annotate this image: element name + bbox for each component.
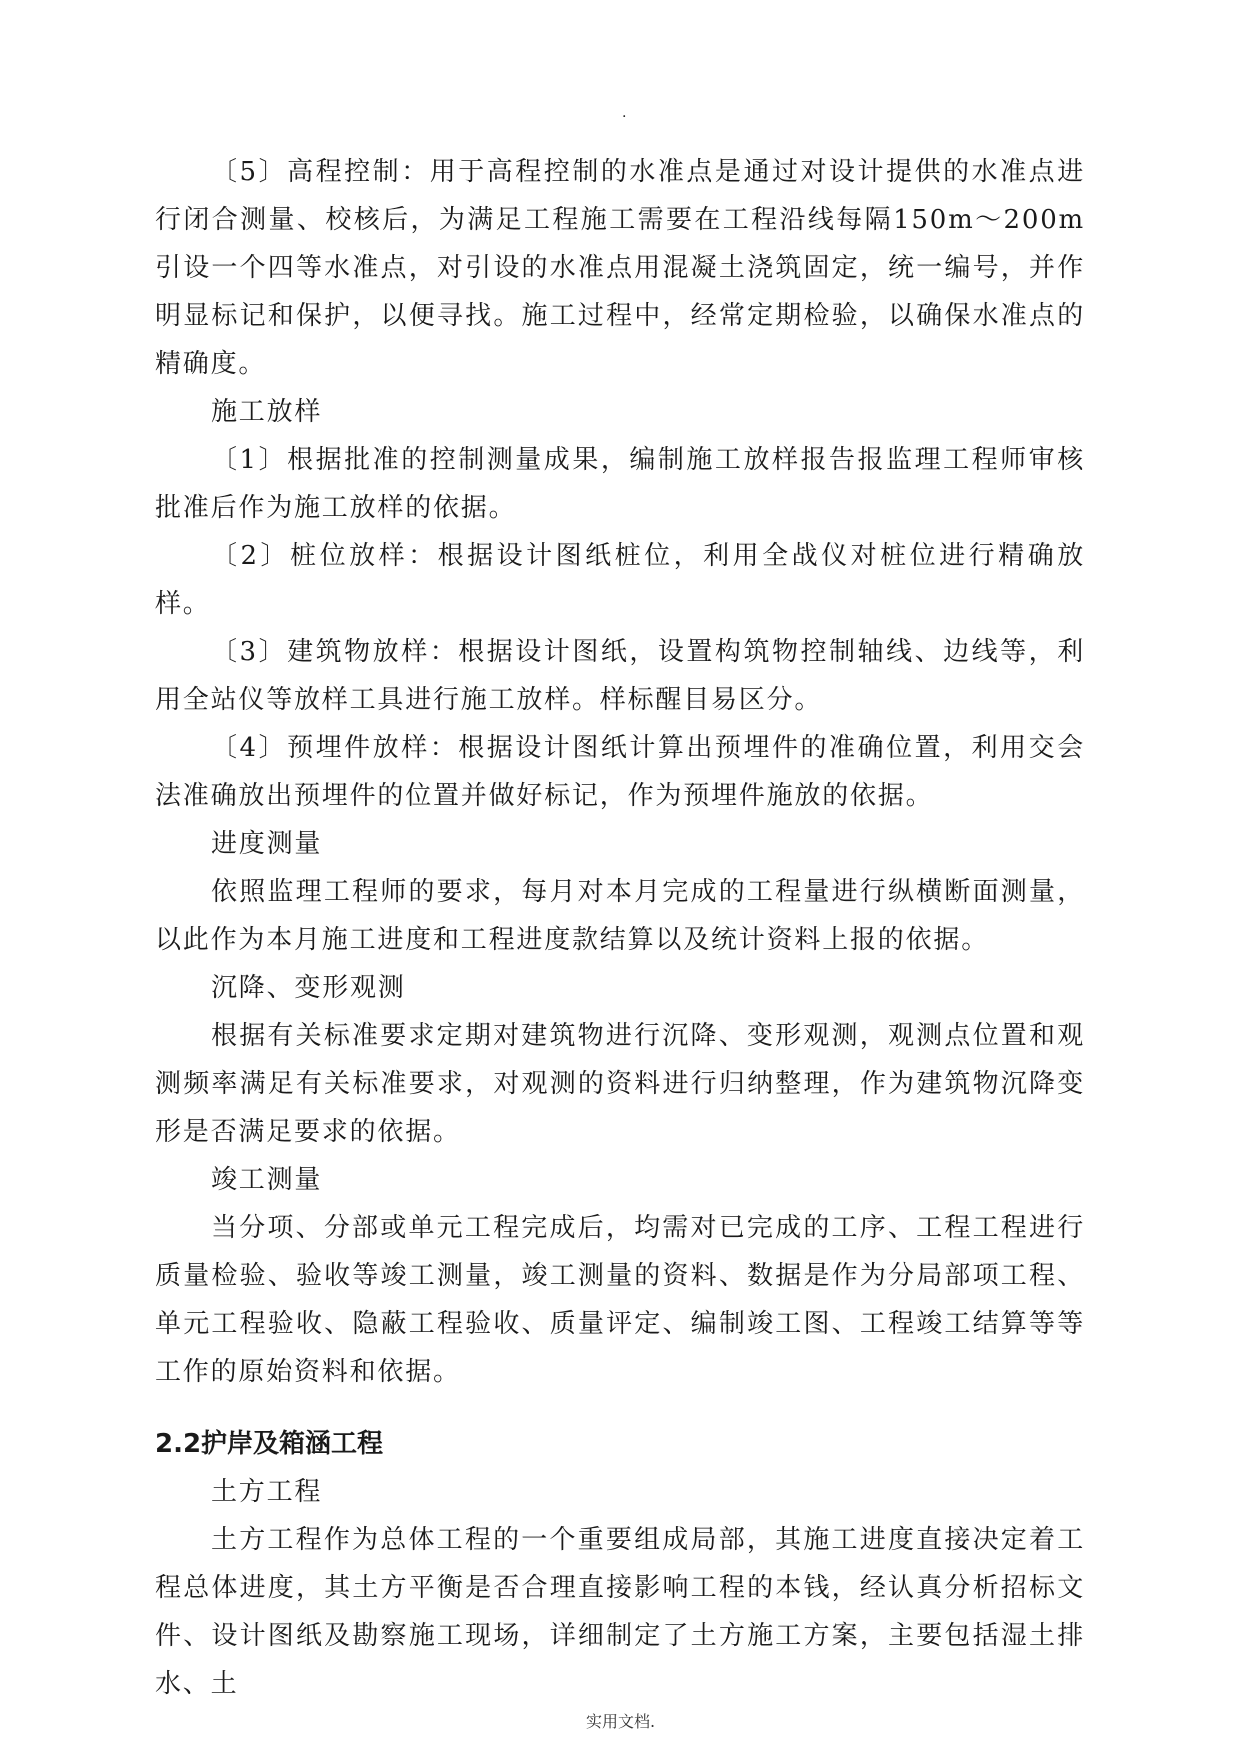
paragraph-elevation-control: 〔5〕高程控制：用于高程控制的水准点是通过对设计提供的水准点进行闭合测量、校核后，为满足工程施工需要在工程沿线每隔150m～200m引设一个四等水准点，对引设的水准点用混凝土浇筑固定，统一编号，并作明显标记和保护，以便寻找。施工过程中，经常定期检验，以确保水准点的精确度。	[155, 157, 1085, 379]
paragraph-embedded-parts-layout: 〔4〕预埋件放样：根据设计图纸计算出预埋件的准确位置，利用交会法准确放出预埋件的位置并做好标记，作为预埋件施放的依据。	[155, 733, 1085, 811]
subheading-construction-layout: 施工放样	[211, 397, 323, 427]
subheading-settlement-observation: 沉降、变形观测	[211, 973, 406, 1003]
section-heading: 2.2护岸及箱涵工程	[155, 1429, 384, 1459]
subheading-earthwork: 土方工程	[211, 1477, 323, 1507]
page-footer: 实用文档.	[585, 1712, 656, 1731]
paragraph-pile-layout: 〔2〕桩位放样：根据设计图纸桩位，利用全战仪对桩位进行精确放样。	[155, 541, 1085, 619]
subheading-progress-survey: 进度测量	[211, 829, 323, 859]
document-body	[155, 148, 1085, 1708]
paragraph-building-layout: 〔3〕建筑物放样：根据设计图纸，设置构筑物控制轴线、边线等，利用全站仪等放样工具进行施工放样。样标醒目易区分。	[155, 637, 1085, 715]
paragraph-earthwork: 土方工程作为总体工程的一个重要组成局部，其施工进度直接决定着工程总体进度，其土方平衡是否合理直接影响工程的本钱，经认真分析招标文件、设计图纸及勘察施工现场，详细制定了土方施工方案，主要包括湿土排水、土	[155, 1525, 1085, 1699]
paragraph-settlement-observation: 根据有关标准要求定期对建筑物进行沉降、变形观测，观测点位置和观测频率满足有关标准要求，对观测的资料进行归纳整理，作为建筑物沉降变形是否满足要求的依据。	[155, 1021, 1085, 1147]
header-mark: .	[622, 105, 627, 121]
paragraph-progress-survey: 依照监理工程师的要求，每月对本月完成的工程量进行纵横断面测量，以此作为本月施工进度和工程进度款结算以及统计资料上报的依据。	[155, 877, 1085, 955]
paragraph-layout-report: 〔1〕根据批准的控制测量成果，编制施工放样报告报监理工程师审核批准后作为施工放样的依据。	[155, 445, 1085, 523]
paragraph-completion-survey: 当分项、分部或单元工程完成后，均需对已完成的工序、工程工程进行质量检验、验收等竣工测量，竣工测量的资料、数据是作为分局部项工程、单元工程验收、隐蔽工程验收、质量评定、编制竣工图、工程竣工结算等等工作的原始资料和依据。	[155, 1213, 1085, 1387]
subheading-completion-survey: 竣工测量	[211, 1165, 323, 1195]
